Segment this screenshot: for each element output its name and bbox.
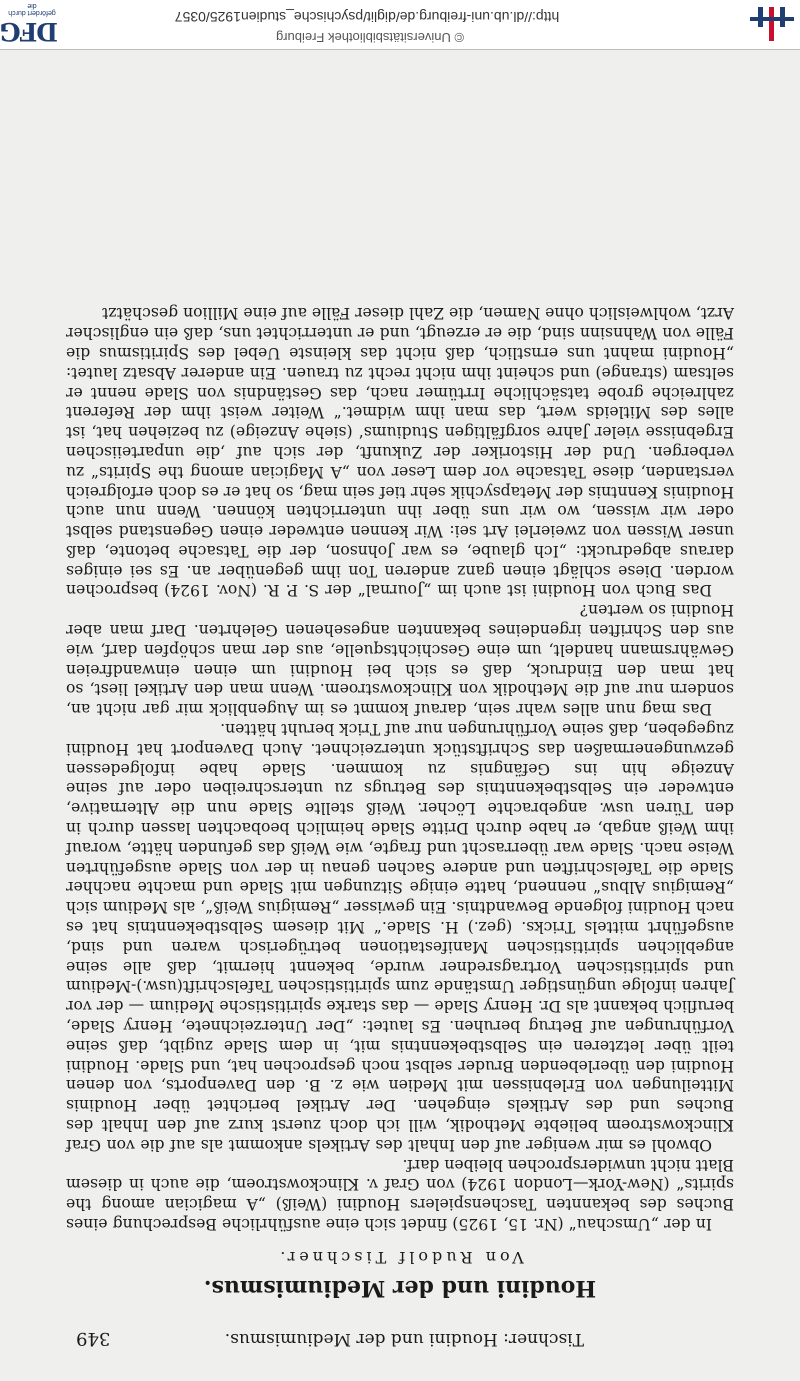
- dfg-logo-subtitle: gefördert durch die: [8, 2, 56, 16]
- article-title: Houdini und der Mediumismus.: [203, 1275, 597, 1301]
- dfg-logo[interactable]: [0, 2, 58, 46]
- dfg-logo-text: DFG: [0, 17, 58, 46]
- library-copyright: © Universitätsbibliothek Freiburg: [275, 30, 465, 45]
- article-author: Von Rudolf Tischner.: [276, 1248, 524, 1267]
- running-head: [66, 1323, 734, 1351]
- paragraph: In der „Umschau“ (Nr. 15, 1925) findet sich eine ausführliche Besprechung eines Buches des bekannten Taschenspielers Houdini (Weiß) „A magician among the spirits“ (New-York—London 1924) von Graf v. Klinckowstroem, die auch in diesem Blatt nicht unwidersprochen bleiben darf.: [66, 1155, 734, 1233]
- article-body: [66, 303, 734, 1233]
- ub-freiburg-logo-icon[interactable]: [750, 7, 794, 41]
- paragraph: Das Buch von Houdini ist auch im „Journal“ der S. P. R. (Nov. 1924) besprochen worden. Diese schlägt einen ganz anderen Ton ihm gegenüber an. Es sei einiges daraus abgedruckt: „Ich glaube, es war Johnson, der die Tatsache betonte, daß unser Wissen von zweierlei Art sei: Wir kennen entweder einen Gegenstand selbst oder wir wissen, wo wir uns über ihn unterrichten können. Wenn nun auch Houdinis Kenntnis der Metapsychik sehr tief sein mag, so hat er es doch erfolgreich verstanden, diese Tatsache vor dem Leser von „A Magician among the Spirits“ zu verbergen. Und der Historiker der Zukunft, der sich auf ‚die unparteiischen Ergebnisse vieler Jahre sorgfältigen Studiums‘ (siehe Anzeige) zu beziehen hat, ist alles des Mitleids wert, das man ihm widmet.“ Weiter weist ihm der Referent zahlreiche grobe tatsächliche Irrtümer nach, das Geständnis von Slade nennt er seltsam (strange) und scheint ihm nicht recht zu trauen. Ein anderer Absatz lautet: „Houdini mahnt uns ernstlich, daß nicht das kleinste Uebel des Spiritismus die Fälle von Wahnsinn sind, die er erzeugt, und er unterrichtet uns, daß ein englischer Arzt, wohlweislich ohne Namen, die Zahl dieser Fälle auf eine Million geschätzt: [66, 304, 734, 600]
- paragraph: Das mag nun alles wahr sein, darauf kommt es im Augenblick mir gar nicht an, sondern nur auf die Methodik von Klinckowstroem. Wenn man den Artikel liest, so hat man den Eindruck, daß es sich bei Houdini um einen einwandfreien Gewährsmann handelt, um eine Geschichtsquelle, aus der man schöpfen darf, wie aus den Schriften irgendeines bekannten angesehenen Gelehrten. Darf man aber Houdini so werten?: [66, 601, 734, 719]
- digitization-banner: [0, 0, 800, 50]
- page-number: 349: [76, 1328, 111, 1349]
- running-head-text: Tischner: Houdini und der Mediumismus.: [224, 1329, 584, 1349]
- permalink-url[interactable]: http://dl.ub.uni-freiburg.de/diglit/psychische_studien1925/0357: [174, 9, 560, 25]
- paragraph: Obwohl es mir weniger auf den Inhalt des Artikels ankommt als auf die von Graf Klinckowstroem beliebte Methodik, will ich doch zuerst kurz auf den Inhalt des Buches und des Artikels eingehen. Der Artikel berichtet über Houdinis Mitteilungen von Erlebnissen mit Medien wie z. B. den Davenports, von denen Houdini den überlebenden Bruder selbst noch gesprochen hat, und Slade. Houdini teilt über letzteren ein Selbstbekenntnis mit, in dem Slade zugibt, daß seine Vorführungen auf Betrug beruhen. Es lautet: „Der Unterzeichnete, Henry Slade, beruflich bekannt als Dr. Henry Slade — das starke spiritistische Medium — der vor Jahren infolge ungünstiger Umstände zum spiritistischen Tafelschrift(usw.)-Medium und spiritistischen Vortragsredner wurde, bekennt hiermit, daß alle seine angeblichen spiritistischen Manifestationen betrügerisch waren und sind, ausgeführt mittels Tricks. (gez.) H. Slade.“ Mit diesem Selbstbekenntnis hat es nach Houdini folgende Bewandtnis. Ein gewisser „Remigius Weiß“, als Medium sich „Remigius Albus“ nennend, hatte einige Sitzungen mit Slade und machte nachher Slade die Tafelschriften und andere Sachen genau in der von Slade ausgeführten Weise nach. Slade war überrascht und fragte, wie Weiß das gefunden hätte, worauf ihm Weiß angab, er habe durch Dritte Slade heimlich beobachten lassen durch in den Türen usw. angebrachte Löcher. Weiß stellte Slade nun die Alternative, entweder ein Selbstbekenntnis des Betrugs zu unterschreiben oder auf seine Anzeige hin ins Gefängnis zu kommen. Slade habe infolgedessen gezwungenermaßen das Schriftstück unterzeichnet. Auch Davenport hat Houdini zugegeben, daß seine Vorführungen nur auf Trick beruht hätten.: [66, 720, 734, 1154]
